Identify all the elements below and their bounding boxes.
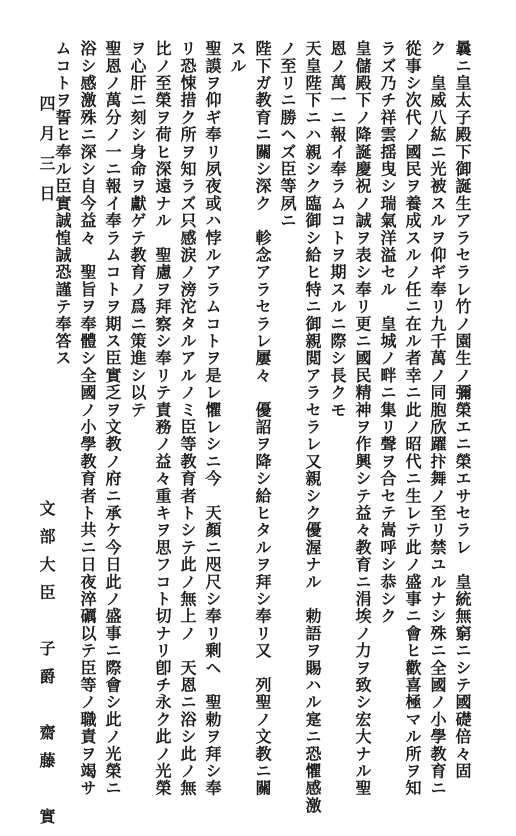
- text-column-13: 比ノ至榮ヲ荷ヒ深遠ナル 聖慮ヲ拜察シ奉リテ責務ノ益々重キヲ思フコト切ナリ卽チ永ク此ノ光榮: [153, 40, 172, 797]
- text-column-2: ク 皇威八紘ニ光被スルヲ仰ギ奉リ九千萬ノ同胞欣躍抃舞ノ至リ禁ユルナシ殊ニ全國ノ小學教育ニ: [428, 40, 447, 797]
- text-column-10: スル: [228, 40, 247, 75]
- text-column-1: 曩ニ皇太子殿下御誕生アラセラレ竹ノ園生ノ彌榮エニ榮エサセラレ 皇統無窮ニシテ國礎倍々固: [453, 40, 472, 780]
- text-column-16: 浴シ感激殊ニ深シ自今益々 聖旨ヲ奉體シ全國ノ小學教育者ト共ニ日夜淬礪以テ臣等ノ職責ヲ竭サ: [78, 40, 97, 797]
- text-column-8: ノ至リニ勝ヘズ臣等夙ニ: [278, 40, 297, 230]
- text-column-4: ラズ乃チ祥雲揺曳シ瑞氣洋溢セル 皇城ノ畔ニ集リ聲ヲ合セテ嵩呼シ恭シク: [378, 40, 397, 625]
- text-column-17: ムコトヲ誓ヒ奉ル臣實誠惶誠恐謹テ奉答ス: [53, 40, 72, 367]
- text-column-6: 恩ノ萬一ニ報イ奉ラムコトヲ期スルニ際シ長クモ: [328, 40, 347, 419]
- date: 四月三日: [37, 95, 56, 215]
- text-column-15: 聖恩ノ萬分ノ一ニ報イ奉ラムコトヲ期ス臣實乏ヲ文教ノ府ニ承ケ今日此ノ盛事ニ際會シ此ノ光榮ニ: [103, 40, 122, 797]
- text-column-12: リ恐悚措ク所ヲ知ラズ只感涙ノ滂沱タルアルノミ臣等教育者トシテ此ノ無上ノ 天恩ニ浴シ此ノ無: [178, 40, 197, 797]
- text-column-7: 天皇陛下ニハ親シク臨御シ給ヒ特ニ御親閲アラセラレ又親シク優渥ナル 勅語ヲ賜ハル寔ニ恐懼感激: [303, 40, 322, 814]
- text-column-9: 陛下ガ教育ニ關シ深ク 軫念アラセラレ屢々 優詔ヲ降シ給ヒタルヲ拜シ奉リ又 列聖ノ文教ニ關: [253, 40, 272, 797]
- signature: 文部大臣 子爵 齋藤 實: [37, 500, 56, 836]
- text-column-3: 從事シ次代ノ國民ヲ養成スルノ任ニ在ル者幸ニ此ノ昭代ニ生レテ此ノ盛事ニ會ヒ歡喜極マル所ヲ知: [403, 40, 422, 797]
- text-column-11: 聖謨ヲ仰ギ奉リ夙夜或ハ悖ルアラムコトヲ是レ懼レシニ今 天顏ニ咫尺シ奉リ剰ヘ 聖勅ヲ拜シ奉: [203, 40, 222, 797]
- text-column-5: 皇儲殿下ノ降誕慶祝ノ誠ヲ表シ奉リ更ニ國民精神ヲ作興シテ益々教育ニ涓埃ノ力ヲ致シ宏大ナル聖: [353, 40, 372, 797]
- text-column-14: ヲ心肝ニ刻シ身命ヲ獻ゲテ教育ノ爲ニ策進シ以テ: [128, 40, 147, 419]
